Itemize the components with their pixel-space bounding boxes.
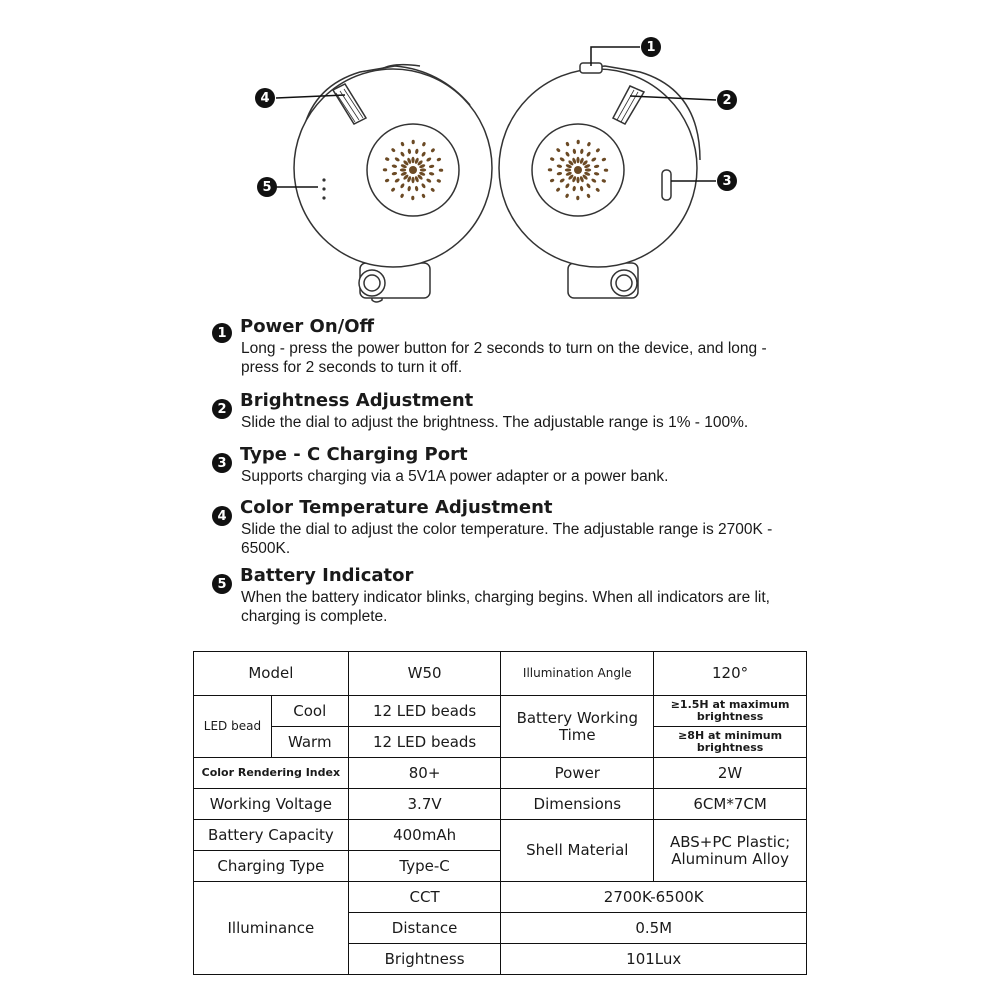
spec-table	[193, 651, 807, 975]
feature-desc: Slide the dial to adjust the brightness. The adjustable range is 1% - 100%.	[241, 414, 749, 431]
spec-value: 2W	[654, 758, 807, 789]
product-diagram	[0, 0, 1000, 310]
spec-value: 120°	[654, 652, 807, 696]
callout-5: 5	[257, 177, 277, 197]
spec-label: Color Rendering Index	[194, 758, 349, 789]
spec-value: 400mAh	[348, 820, 501, 851]
feature-number: 2	[212, 399, 232, 419]
spec-label: Illumination Angle	[501, 652, 654, 696]
feature-number: 5	[212, 574, 232, 594]
spec-value: 6CM*7CM	[654, 789, 807, 820]
spec-value: 101Lux	[501, 944, 807, 975]
feature-title: Color Temperature Adjustment	[240, 497, 553, 518]
spec-value: ≥1.5H at maximum brightness	[654, 696, 807, 727]
feature-number: 4	[212, 506, 232, 526]
spec-sub-label: Brightness	[348, 944, 501, 975]
spec-value: 12 LED beads	[348, 727, 501, 758]
spec-sub-label: Cool	[271, 696, 348, 727]
spec-label: Power	[501, 758, 654, 789]
spec-value: 80+	[348, 758, 501, 789]
spec-value: 0.5M	[501, 913, 807, 944]
spec-sub-label: CCT	[348, 882, 501, 913]
spec-value: Type-C	[348, 851, 501, 882]
spec-label: Illuminance	[194, 882, 349, 975]
spec-label: LED bead	[194, 696, 272, 758]
feature-desc: Long - press the power button for 2 seconds to turn on the device, and long - press for 2 seconds to turn it off.	[241, 340, 767, 376]
callout-1: 1	[641, 37, 661, 57]
spec-value: 2700K-6500K	[501, 882, 807, 913]
product-line-drawing	[0, 0, 1000, 310]
left-device	[294, 65, 492, 302]
callout-4: 4	[255, 88, 275, 108]
feature-desc: Supports charging via a 5V1A power adapter or a power bank.	[241, 468, 669, 485]
spec-label: Working Voltage	[194, 789, 349, 820]
spec-label: Dimensions	[501, 789, 654, 820]
spec-label: Model	[194, 652, 349, 696]
feature-title: Brightness Adjustment	[240, 390, 474, 411]
feature-title: Type - C Charging Port	[240, 444, 468, 465]
spec-label: Battery Capacity	[194, 820, 349, 851]
feature-number: 1	[212, 323, 232, 343]
feature-desc: Slide the dial to adjust the color temperature. The adjustable range is 2700K - 6500K.	[241, 521, 773, 557]
spec-sub-label: Warm	[271, 727, 348, 758]
spec-label: Shell Material	[501, 820, 654, 882]
feature-title: Battery Indicator	[240, 565, 414, 586]
spec-label: Charging Type	[194, 851, 349, 882]
spec-label: Battery Working Time	[501, 696, 654, 758]
feature-desc: When the battery indicator blinks, charging begins. When all indicators are lit, charging is complete.	[241, 589, 770, 625]
spec-value: 3.7V	[348, 789, 501, 820]
feature-number: 3	[212, 453, 232, 473]
callout-2: 2	[717, 90, 737, 110]
spec-sub-label: Distance	[348, 913, 501, 944]
spec-value: W50	[348, 652, 501, 696]
callout-3: 3	[717, 171, 737, 191]
spec-value: 12 LED beads	[348, 696, 501, 727]
spec-value: ABS+PC Plastic; Aluminum Alloy	[654, 820, 807, 882]
spec-value: ≥8H at minimum brightness	[654, 727, 807, 758]
feature-title: Power On/Off	[240, 316, 375, 337]
